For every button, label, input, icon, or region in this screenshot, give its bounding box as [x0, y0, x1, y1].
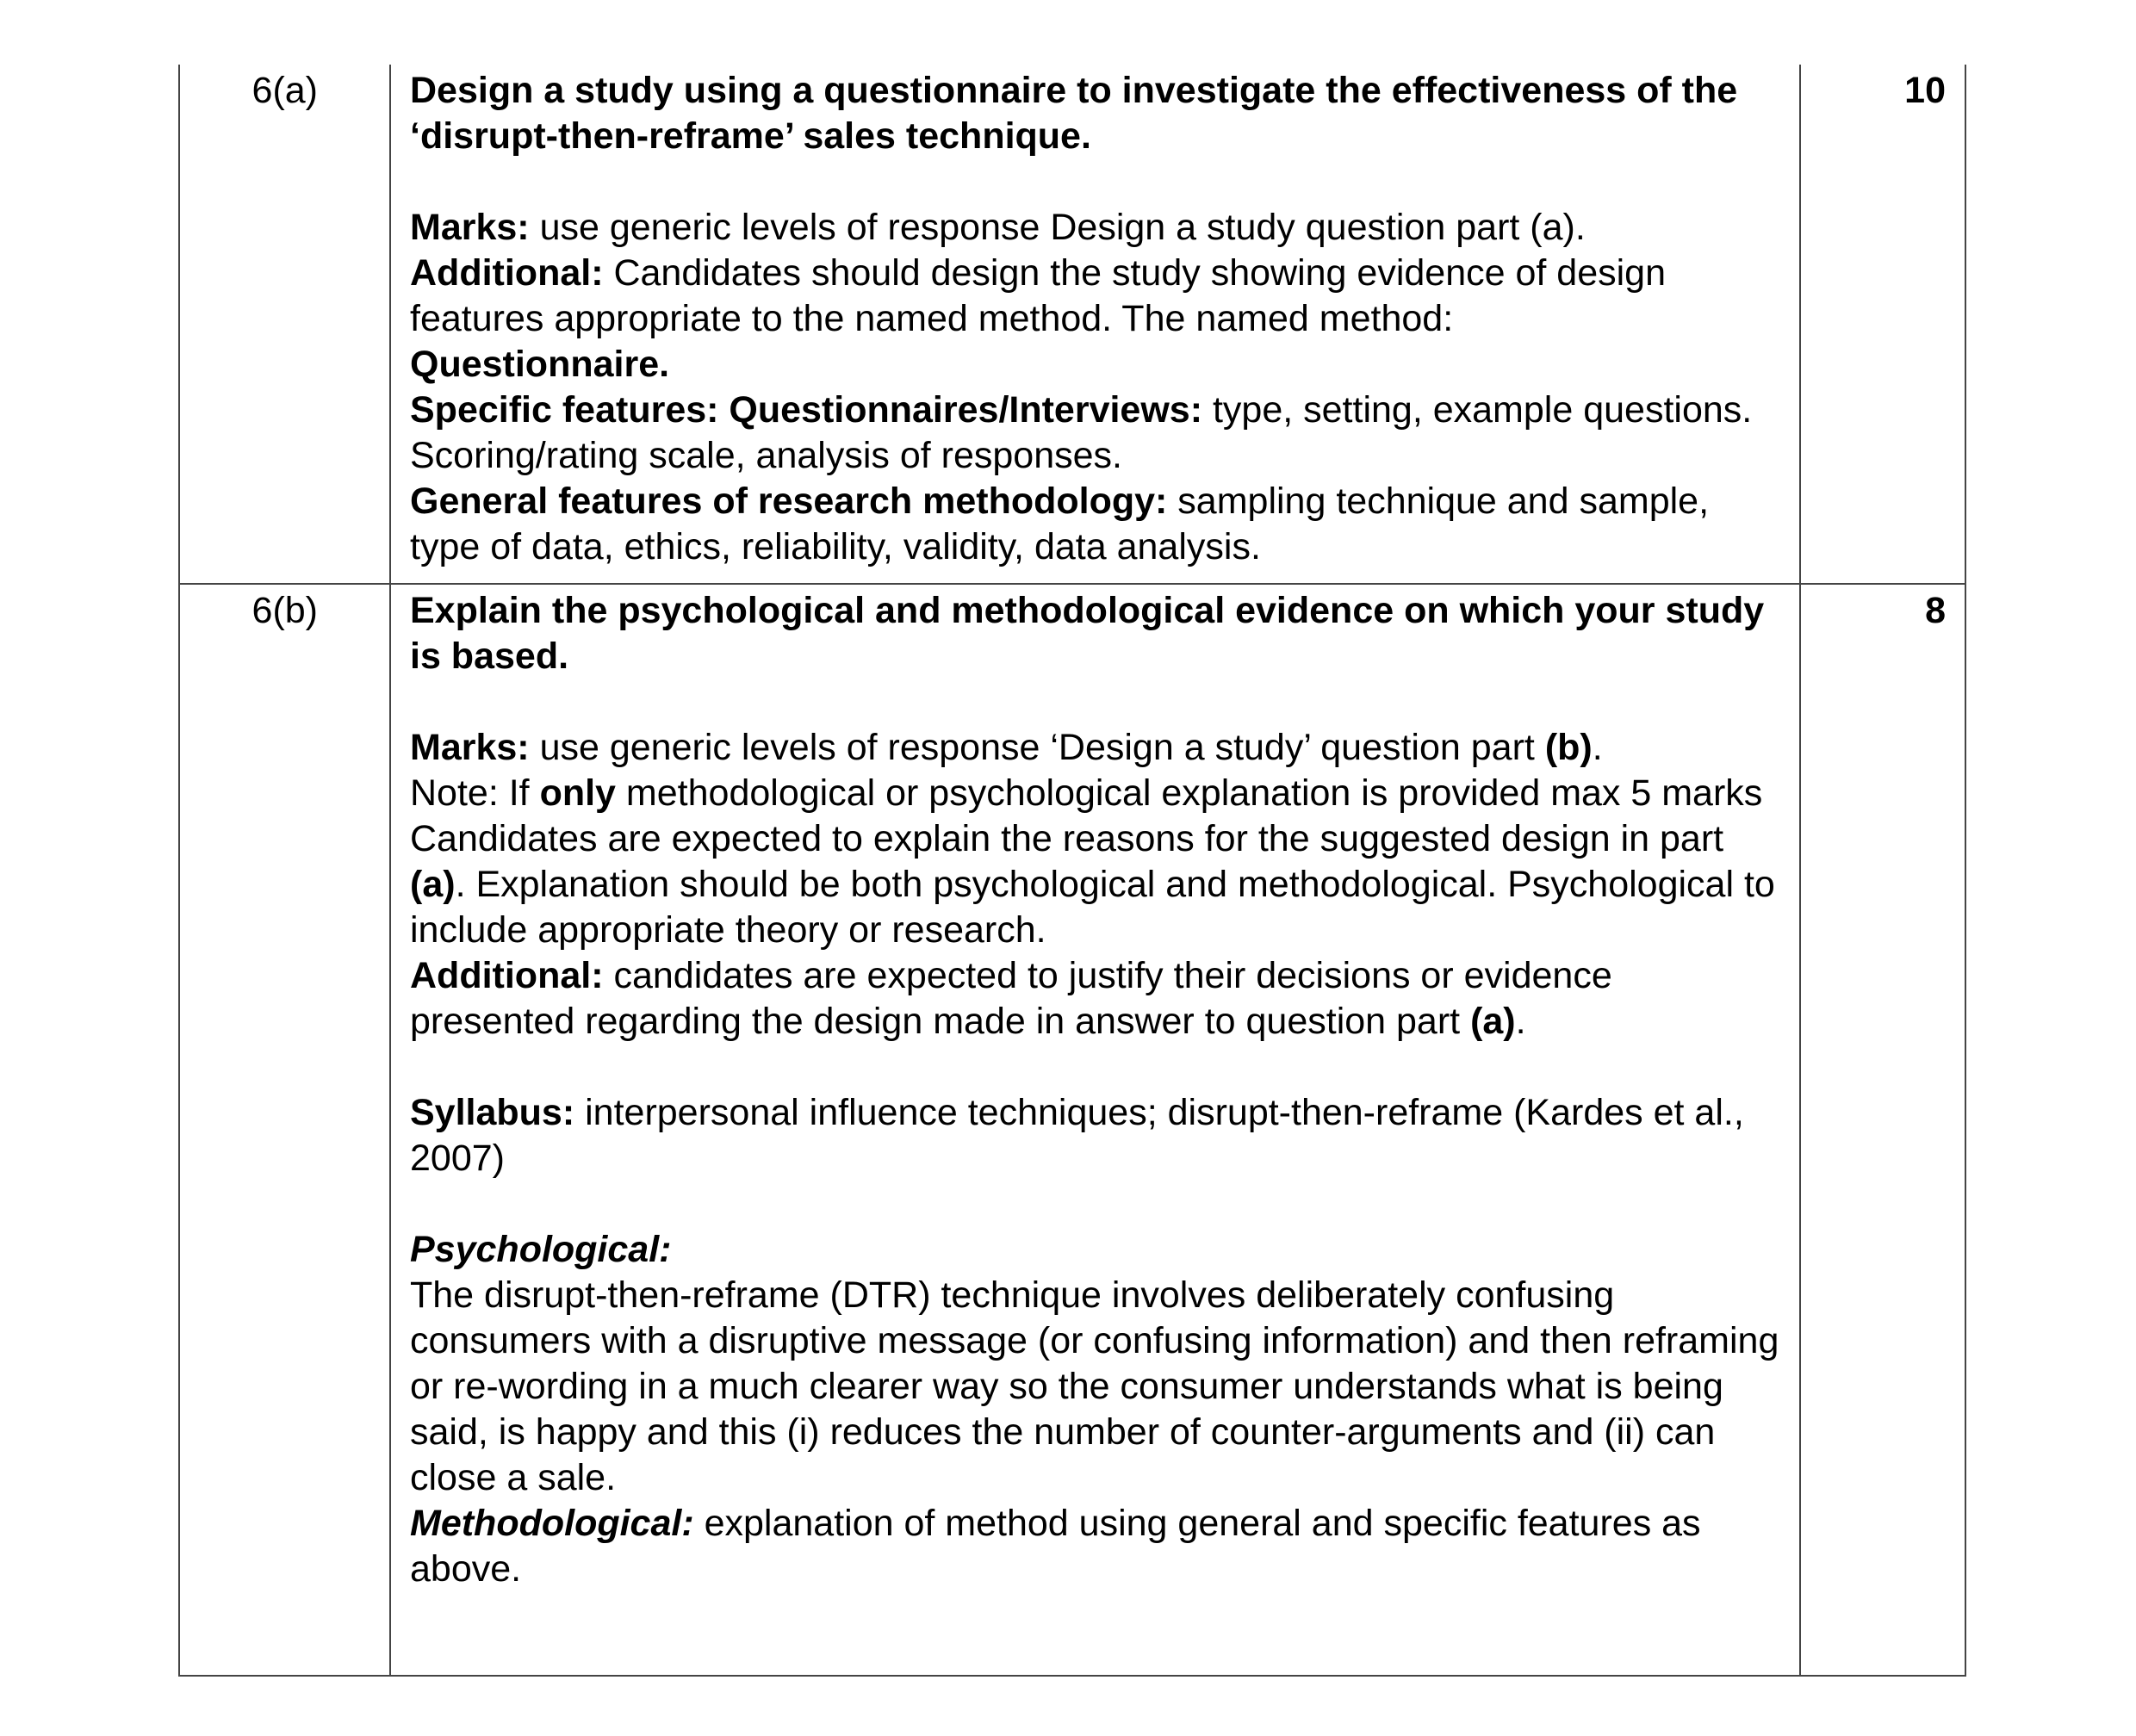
spacer: [410, 1181, 1780, 1227]
part-ref: (b): [1544, 727, 1593, 768]
question-number: 6(a): [179, 65, 390, 584]
question-number: 6(b): [179, 584, 390, 1676]
psychological-text: The disrupt-then-reframe (DTR) technique involves deliberately confusing consumers with a disruptive message (or confusing information) and then reframing or re-wording in a much clearer way so the consumer understands what is being said, is happy and this (i) reduces the number of counter-arguments and (ii) can close a sale.: [410, 1274, 1779, 1498]
note-text: Note: If: [410, 772, 540, 814]
spacer: [410, 679, 1780, 725]
general-features-line: [410, 479, 1780, 570]
marks-text-end: .: [1592, 727, 1603, 768]
mark-scheme-table: [178, 65, 1966, 1677]
spacer: [410, 1045, 1780, 1090]
specific-features-label: Specific features: Questionnaires/Interviews:: [410, 389, 1203, 431]
part-ref: (a): [1470, 1001, 1516, 1042]
marks-text: use generic levels of response ‘Design a study’ question part: [529, 727, 1545, 768]
marks-text: use generic levels of response Design a study question part (a).: [529, 207, 1586, 248]
note-emphasis: only: [539, 772, 616, 814]
spacer: [410, 159, 1780, 205]
additional-line: [410, 953, 1780, 1045]
additional-label: Additional:: [410, 252, 604, 294]
specific-features-line: [410, 388, 1780, 479]
question-heading: Explain the psychological and methodological evidence on which your study is based.: [410, 590, 1765, 677]
table-row: [179, 584, 1965, 1676]
additional-text-end: .: [1515, 1001, 1526, 1042]
psychological-label: Psychological:: [410, 1229, 672, 1270]
answer-cell: [390, 584, 1800, 1676]
general-features-text: sampling technique and sample, type of data, ethics, reliability, validity, data analysis.: [410, 480, 1710, 567]
syllabus-line: [410, 1090, 1780, 1181]
expectation-text-end: . Explanation should be both psychological and methodological. Psychological to include appropriate theory or research.: [410, 864, 1775, 951]
syllabus-label: Syllabus:: [410, 1092, 575, 1133]
general-features-label: General features of research methodology:: [410, 480, 1168, 522]
marks-line: [410, 205, 1780, 251]
note-line: [410, 771, 1780, 816]
specific-features-text: type, setting, example questions. Scoring/rating scale, analysis of responses.: [410, 389, 1753, 476]
part-ref: (a): [410, 864, 456, 905]
answer-cell: [390, 65, 1800, 584]
methodological-text: explanation of method using general and specific features as above.: [410, 1503, 1701, 1590]
marks-value: 10: [1800, 65, 1965, 584]
marks-line: [410, 725, 1780, 771]
additional-label: Additional:: [410, 955, 604, 996]
methodological-label: Methodological:: [410, 1503, 694, 1544]
expectation-line: [410, 816, 1780, 953]
methodological-line: [410, 1501, 1780, 1592]
additional-text: Candidates should design the study showing evidence of design features appropriate to the named method. The named method:: [410, 252, 1667, 339]
table-row: [179, 65, 1965, 584]
question-heading: Design a study using a questionnaire to investigate the effectiveness of the ‘disrupt-then-reframe’ sales technique.: [410, 70, 1738, 157]
marks-label: Marks:: [410, 727, 530, 768]
additional-line: [410, 251, 1780, 342]
marks-label: Marks:: [410, 207, 530, 248]
note-text-end: methodological or psychological explanation is provided max 5 marks: [615, 772, 1763, 814]
syllabus-text: interpersonal influence techniques; disrupt-then-reframe (Kardes et al., 2007): [410, 1092, 1744, 1179]
additional-text: candidates are expected to justify their decisions or evidence presented regarding the design made in answer to question part: [410, 955, 1612, 1042]
expectation-text: Candidates are expected to explain the reasons for the suggested design in part: [410, 818, 1724, 859]
marks-value: 8: [1800, 584, 1965, 1676]
method-name: Questionnaire.: [410, 344, 670, 385]
